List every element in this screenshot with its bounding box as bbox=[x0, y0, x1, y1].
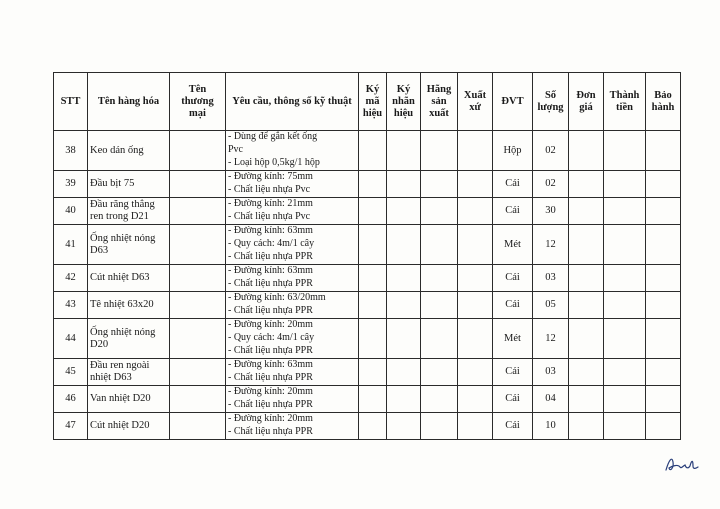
cell-unit: Cái bbox=[493, 265, 533, 292]
header-ky-nhan-hieu: Ký nhãn hiệu bbox=[387, 73, 421, 131]
table-row bbox=[54, 319, 681, 359]
cell-unit-price bbox=[569, 386, 604, 413]
header-dvt: ĐVT bbox=[493, 73, 533, 131]
table-row bbox=[54, 292, 681, 319]
cell-total bbox=[604, 319, 646, 359]
table-row bbox=[54, 265, 681, 292]
cell-warranty bbox=[646, 386, 681, 413]
cell-model-code bbox=[359, 131, 387, 171]
header-ten-thuong-mai: Tên thương mại bbox=[170, 73, 226, 131]
cell-origin bbox=[458, 265, 493, 292]
cell-unit-price bbox=[569, 413, 604, 440]
cell-stt: 39 bbox=[54, 171, 88, 198]
table-row bbox=[54, 386, 681, 413]
table-row bbox=[54, 198, 681, 225]
cell-brand bbox=[387, 131, 421, 171]
cell-manufacturer bbox=[421, 413, 458, 440]
cell-unit: Mét bbox=[493, 319, 533, 359]
cell-model-code bbox=[359, 265, 387, 292]
table-row bbox=[54, 171, 681, 198]
cell-stt: 42 bbox=[54, 265, 88, 292]
cell-specification bbox=[226, 225, 359, 265]
cell-item-name: Ống nhiệt nóng D63 bbox=[88, 225, 170, 265]
cell-quantity: 30 bbox=[533, 198, 569, 225]
cell-unit-price bbox=[569, 171, 604, 198]
cell-model-code bbox=[359, 171, 387, 198]
cell-trade-name bbox=[170, 131, 226, 171]
cell-trade-name bbox=[170, 198, 226, 225]
cell-manufacturer bbox=[421, 198, 458, 225]
cell-total bbox=[604, 359, 646, 386]
cell-trade-name bbox=[170, 225, 226, 265]
cell-unit: Cái bbox=[493, 292, 533, 319]
cell-unit-price bbox=[569, 265, 604, 292]
header-don-gia: Đơn giá bbox=[569, 73, 604, 131]
cell-item-name: Cút nhiệt D20 bbox=[88, 413, 170, 440]
cell-manufacturer bbox=[421, 265, 458, 292]
cell-stt: 41 bbox=[54, 225, 88, 265]
cell-origin bbox=[458, 386, 493, 413]
cell-unit-price bbox=[569, 359, 604, 386]
cell-item-name: Ống nhiệt nóng D20 bbox=[88, 319, 170, 359]
cell-item-name: Đầu ren ngoài nhiệt D63 bbox=[88, 359, 170, 386]
header-so-luong: Số lượng bbox=[533, 73, 569, 131]
cell-quantity: 02 bbox=[533, 131, 569, 171]
cell-specification bbox=[226, 171, 359, 198]
cell-origin bbox=[458, 198, 493, 225]
cell-quantity: 03 bbox=[533, 359, 569, 386]
table-row bbox=[54, 413, 681, 440]
cell-item-name: Van nhiệt D20 bbox=[88, 386, 170, 413]
spec-line: - Đường kính: 63mm bbox=[228, 265, 313, 276]
cell-model-code bbox=[359, 413, 387, 440]
cell-unit: Cái bbox=[493, 359, 533, 386]
cell-unit: Cái bbox=[493, 198, 533, 225]
cell-unit: Cái bbox=[493, 386, 533, 413]
spec-line: - Chất liệu nhựa PPR bbox=[228, 305, 313, 316]
cell-warranty bbox=[646, 198, 681, 225]
cell-brand bbox=[387, 386, 421, 413]
cell-unit-price bbox=[569, 292, 604, 319]
cell-warranty bbox=[646, 131, 681, 171]
cell-manufacturer bbox=[421, 359, 458, 386]
cell-specification bbox=[226, 359, 359, 386]
table-header-row bbox=[54, 73, 681, 131]
cell-trade-name bbox=[170, 386, 226, 413]
cell-manufacturer bbox=[421, 386, 458, 413]
cell-warranty bbox=[646, 171, 681, 198]
cell-stt: 43 bbox=[54, 292, 88, 319]
cell-item-name: Tê nhiệt 63x20 bbox=[88, 292, 170, 319]
spec-line: - Chất liệu nhựa Pvc bbox=[228, 211, 311, 222]
cell-trade-name bbox=[170, 359, 226, 386]
cell-unit-price bbox=[569, 131, 604, 171]
spec-line: - Chất liệu nhựa PPR bbox=[228, 278, 313, 289]
cell-specification bbox=[226, 386, 359, 413]
spec-line: - Chất liệu nhựa PPR bbox=[228, 399, 313, 410]
cell-origin bbox=[458, 131, 493, 171]
table-row bbox=[54, 225, 681, 265]
spec-line: - Chất liệu nhựa PPR bbox=[228, 251, 313, 262]
cell-warranty bbox=[646, 359, 681, 386]
cell-specification bbox=[226, 319, 359, 359]
cell-trade-name bbox=[170, 171, 226, 198]
cell-manufacturer bbox=[421, 319, 458, 359]
cell-warranty bbox=[646, 319, 681, 359]
cell-brand bbox=[387, 265, 421, 292]
cell-manufacturer bbox=[421, 292, 458, 319]
cell-stt: 44 bbox=[54, 319, 88, 359]
spec-line: - Dùng để gắn kết ống bbox=[228, 131, 318, 142]
cell-brand bbox=[387, 292, 421, 319]
spec-line: - Đường kính: 63mm bbox=[228, 225, 313, 236]
table-body bbox=[54, 131, 681, 440]
header-stt: STT bbox=[54, 73, 88, 131]
cell-quantity: 03 bbox=[533, 265, 569, 292]
header-yeu-cau: Yêu cầu, thông số kỹ thuật bbox=[226, 73, 359, 131]
spec-line: Pvc bbox=[228, 144, 243, 155]
header-bao-hanh: Bảo hành bbox=[646, 73, 681, 131]
cell-brand bbox=[387, 171, 421, 198]
spec-line: - Chất liệu nhựa PPR bbox=[228, 345, 313, 356]
header-hang-san-xuat: Hãng sản xuất bbox=[421, 73, 458, 131]
cell-total bbox=[604, 225, 646, 265]
header-ky-ma-hieu: Ký mã hiệu bbox=[359, 73, 387, 131]
cell-origin bbox=[458, 413, 493, 440]
spec-line: - Đường kính: 75mm bbox=[228, 171, 313, 182]
cell-manufacturer bbox=[421, 171, 458, 198]
cell-unit: Mét bbox=[493, 225, 533, 265]
cell-trade-name bbox=[170, 292, 226, 319]
cell-model-code bbox=[359, 225, 387, 265]
cell-model-code bbox=[359, 359, 387, 386]
cell-brand bbox=[387, 198, 421, 225]
cell-model-code bbox=[359, 198, 387, 225]
cell-stt: 38 bbox=[54, 131, 88, 171]
cell-warranty bbox=[646, 413, 681, 440]
cell-warranty bbox=[646, 225, 681, 265]
spec-line: - Chất liệu nhựa Pvc bbox=[228, 184, 311, 195]
cell-trade-name bbox=[170, 413, 226, 440]
cell-quantity: 02 bbox=[533, 171, 569, 198]
cell-quantity: 12 bbox=[533, 319, 569, 359]
cell-trade-name bbox=[170, 265, 226, 292]
cell-specification bbox=[226, 265, 359, 292]
cell-unit: Cái bbox=[493, 413, 533, 440]
cell-brand bbox=[387, 359, 421, 386]
cell-warranty bbox=[646, 292, 681, 319]
cell-warranty bbox=[646, 265, 681, 292]
cell-item-name: Đầu răng thẳng ren trong D21 bbox=[88, 198, 170, 225]
cell-total bbox=[604, 386, 646, 413]
spec-line: - Loại hộp 0,5kg/1 hộp bbox=[228, 157, 320, 168]
cell-origin bbox=[458, 225, 493, 265]
cell-unit-price bbox=[569, 319, 604, 359]
cell-unit: Cái bbox=[493, 171, 533, 198]
cell-origin bbox=[458, 292, 493, 319]
goods-specification-table bbox=[53, 72, 681, 440]
cell-manufacturer bbox=[421, 131, 458, 171]
spec-line: - Đường kính: 63mm bbox=[228, 359, 313, 370]
cell-brand bbox=[387, 225, 421, 265]
cell-specification bbox=[226, 131, 359, 171]
spec-line: - Chất liệu nhựa PPR bbox=[228, 426, 313, 437]
cell-model-code bbox=[359, 292, 387, 319]
spec-line: - Quy cách: 4m/1 cây bbox=[228, 238, 315, 249]
cell-quantity: 12 bbox=[533, 225, 569, 265]
spec-line: - Đường kính: 20mm bbox=[228, 413, 313, 424]
cell-item-name: Đầu bịt 75 bbox=[88, 171, 170, 198]
cell-unit: Hộp bbox=[493, 131, 533, 171]
cell-stt: 47 bbox=[54, 413, 88, 440]
cell-total bbox=[604, 131, 646, 171]
cell-model-code bbox=[359, 386, 387, 413]
cell-specification bbox=[226, 198, 359, 225]
cell-stt: 46 bbox=[54, 386, 88, 413]
cell-origin bbox=[458, 319, 493, 359]
cell-manufacturer bbox=[421, 225, 458, 265]
cell-total bbox=[604, 413, 646, 440]
cell-total bbox=[604, 265, 646, 292]
cell-origin bbox=[458, 359, 493, 386]
table-row bbox=[54, 131, 681, 171]
header-thanh-tien: Thành tiền bbox=[604, 73, 646, 131]
cell-quantity: 10 bbox=[533, 413, 569, 440]
cell-total bbox=[604, 171, 646, 198]
spec-line: - Đường kính: 21mm bbox=[228, 198, 313, 209]
header-xuat-xu: Xuất xứ bbox=[458, 73, 493, 131]
cell-total bbox=[604, 292, 646, 319]
cell-total bbox=[604, 198, 646, 225]
cell-unit-price bbox=[569, 198, 604, 225]
handwritten-signature-icon bbox=[660, 452, 700, 476]
cell-quantity: 05 bbox=[533, 292, 569, 319]
spec-line: - Quy cách: 4m/1 cây bbox=[228, 332, 315, 343]
cell-model-code bbox=[359, 319, 387, 359]
spec-line: - Đường kính: 63/20mm bbox=[228, 292, 326, 303]
cell-item-name: Cút nhiệt D63 bbox=[88, 265, 170, 292]
cell-stt: 45 bbox=[54, 359, 88, 386]
cell-specification bbox=[226, 292, 359, 319]
cell-unit-price bbox=[569, 225, 604, 265]
spec-line: - Đường kính: 20mm bbox=[228, 319, 313, 330]
cell-quantity: 04 bbox=[533, 386, 569, 413]
cell-origin bbox=[458, 171, 493, 198]
spec-line: - Đường kính: 20mm bbox=[228, 386, 313, 397]
spec-line: - Chất liệu nhựa PPR bbox=[228, 372, 313, 383]
cell-trade-name bbox=[170, 319, 226, 359]
header-ten-hang-hoa: Tên hàng hóa bbox=[88, 73, 170, 131]
cell-item-name: Keo dán ống bbox=[88, 131, 170, 171]
cell-brand bbox=[387, 413, 421, 440]
cell-brand bbox=[387, 319, 421, 359]
table-row bbox=[54, 359, 681, 386]
cell-stt: 40 bbox=[54, 198, 88, 225]
cell-specification bbox=[226, 413, 359, 440]
